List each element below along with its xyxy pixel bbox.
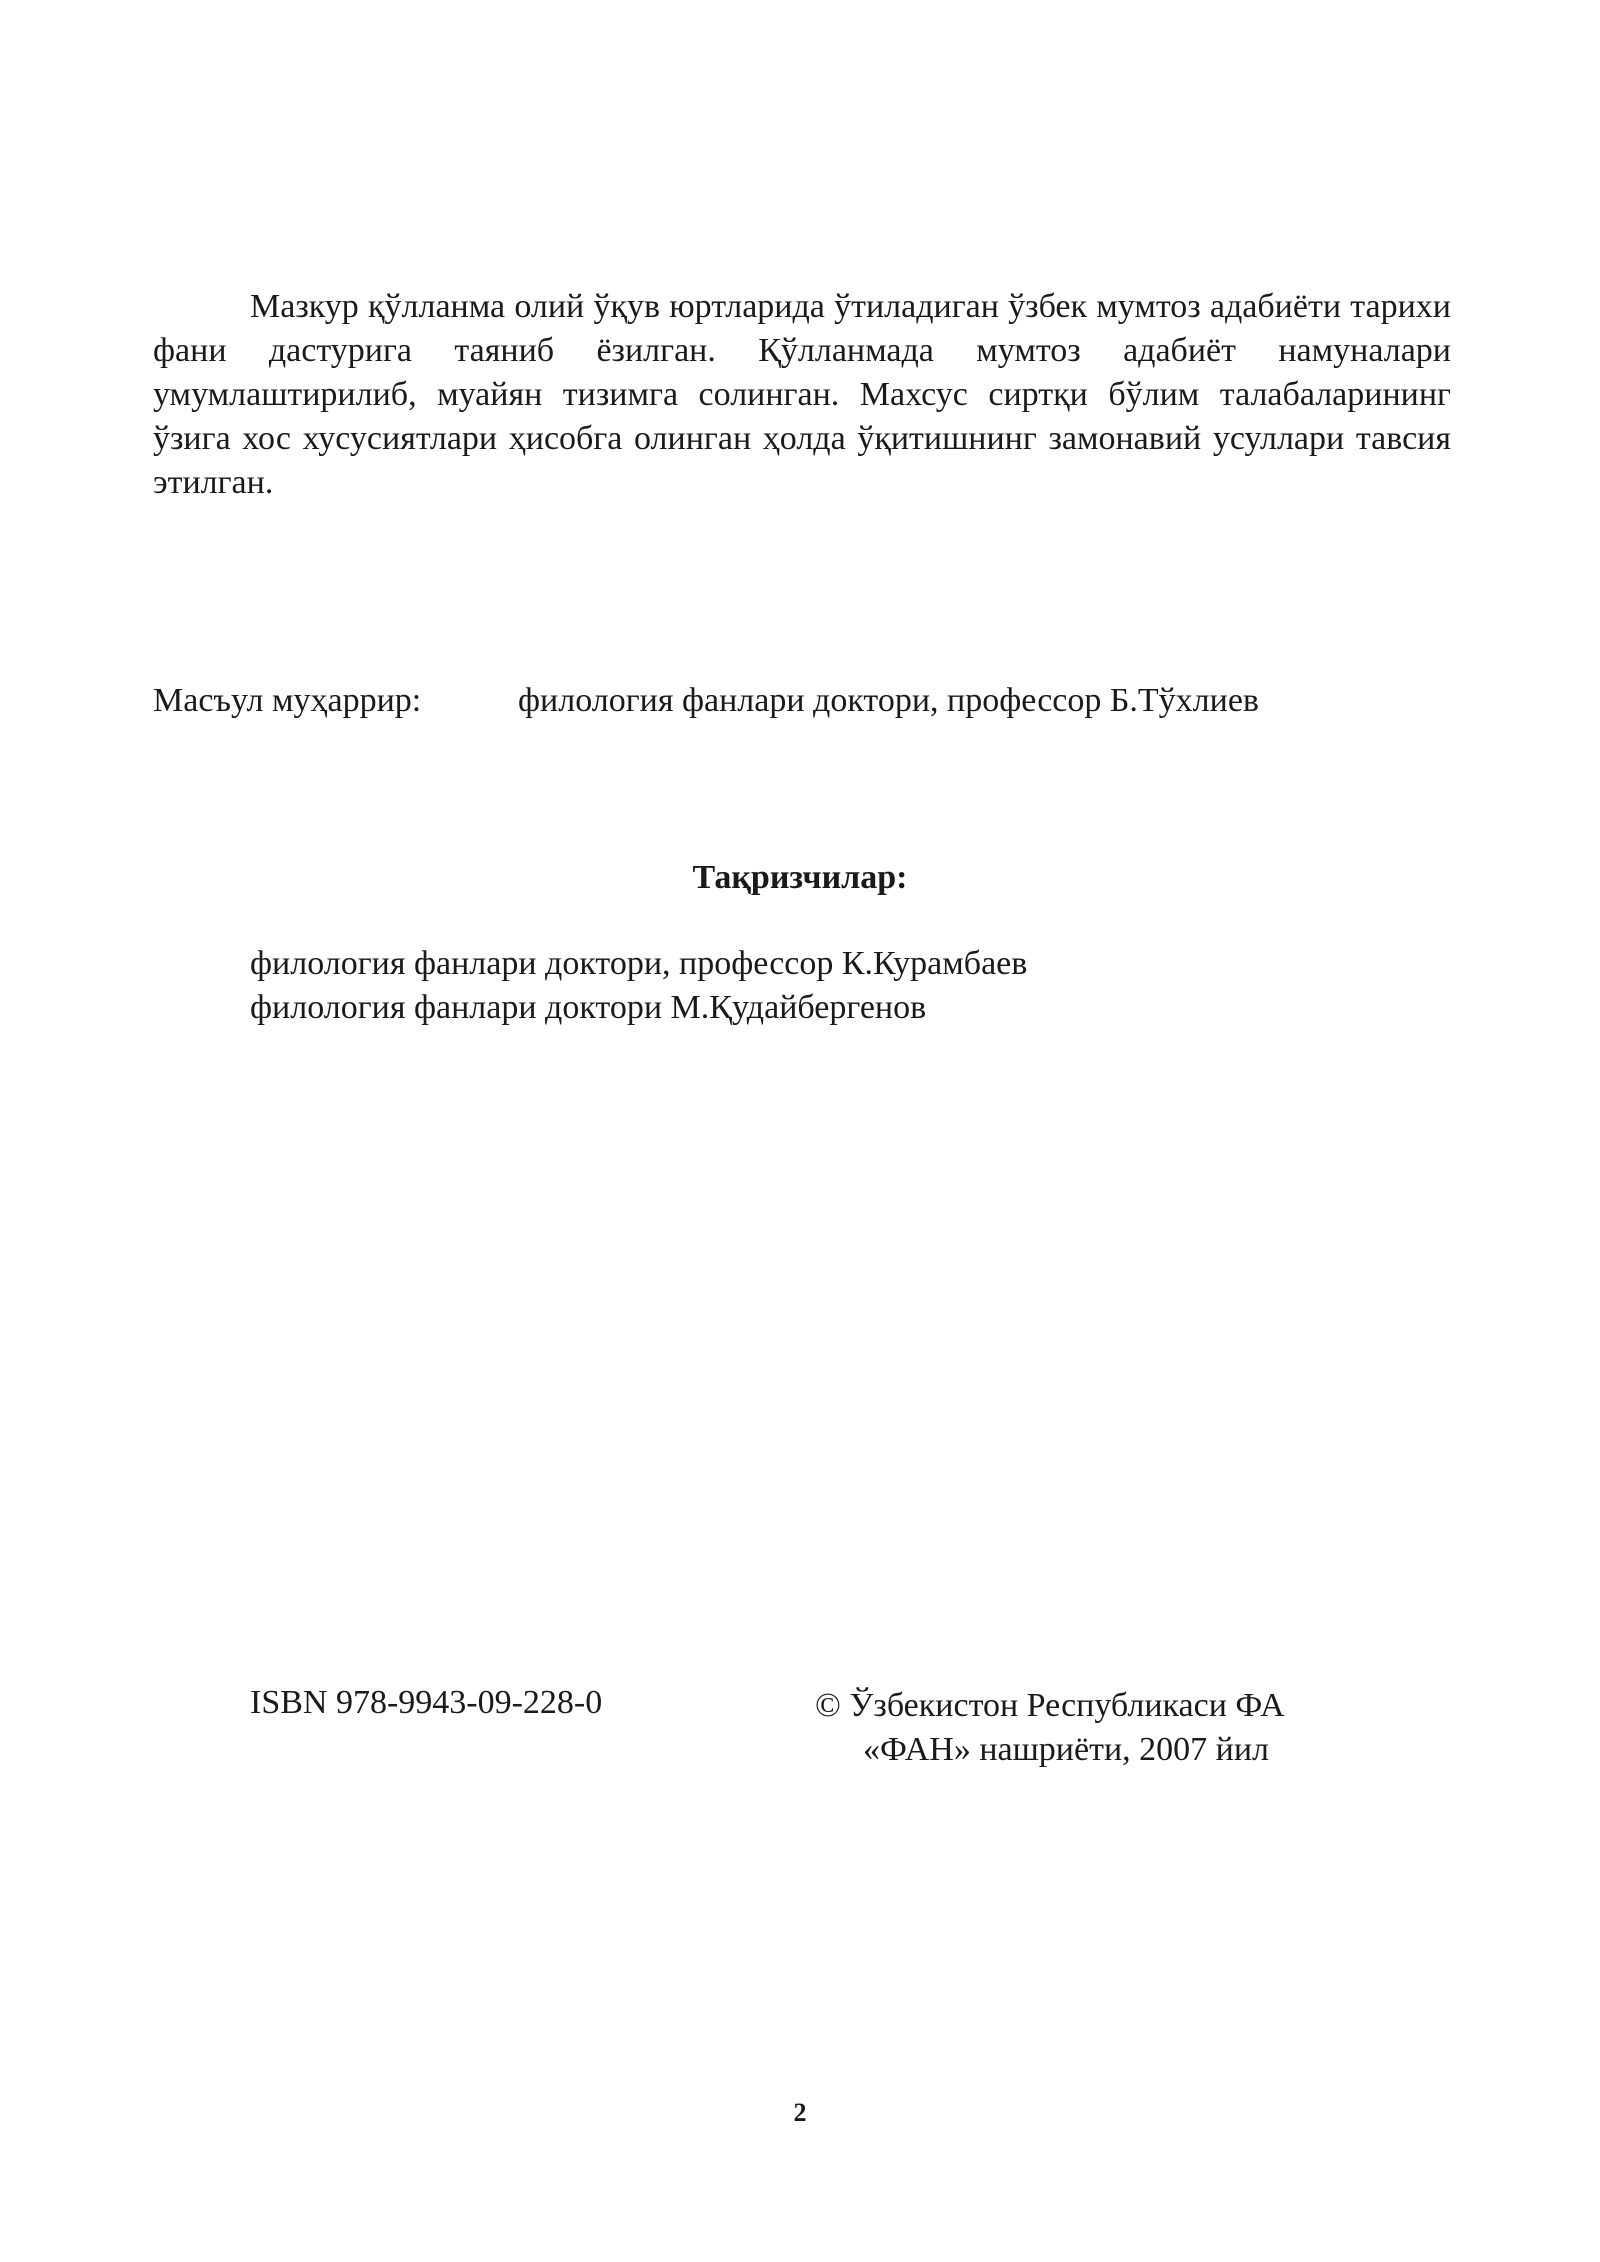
reviewers-heading: Тақризчилар: <box>692 859 908 896</box>
isbn: ISBN 978-9943-09-228-0 <box>250 1684 603 1721</box>
reviewer-item: филология фанлари доктори, профессор К.Курамбаев <box>250 945 1028 982</box>
copyright-line-2: «ФАН» нашриёти, 2007 йил <box>863 1731 1269 1768</box>
editor-name: филология фанлари доктори, профессор Б.Тўхлиев <box>518 682 1259 719</box>
annotation-paragraph: Мазкур қўлланма олий ўқув юртларида ўтиладиган ўзбек мумтоз адабиёти тарихи фани дастурига таяниб ёзилган. Қўлланмада мумтоз адабиёт намуналари умумлаштирилиб, муайян тизимга солинган. Махсус сиртқи бўлим талабаларининг ўзига хос хусусиятлари ҳисобга олинган ҳолда ўқитишнинг замонавий усуллари тавсия этилган. <box>153 288 1451 501</box>
reviewers-list <box>250 942 1027 1030</box>
editor-label: Масъул муҳаррир: <box>153 682 422 719</box>
copyright-notice <box>815 1684 1285 1772</box>
copyright-line-1: © Ўзбекистон Республикаси ФА <box>815 1687 1285 1724</box>
reviewer-item: филология фанлари доктори М.Қудайбергенов <box>250 989 927 1026</box>
page-number: 2 <box>793 2098 807 2127</box>
